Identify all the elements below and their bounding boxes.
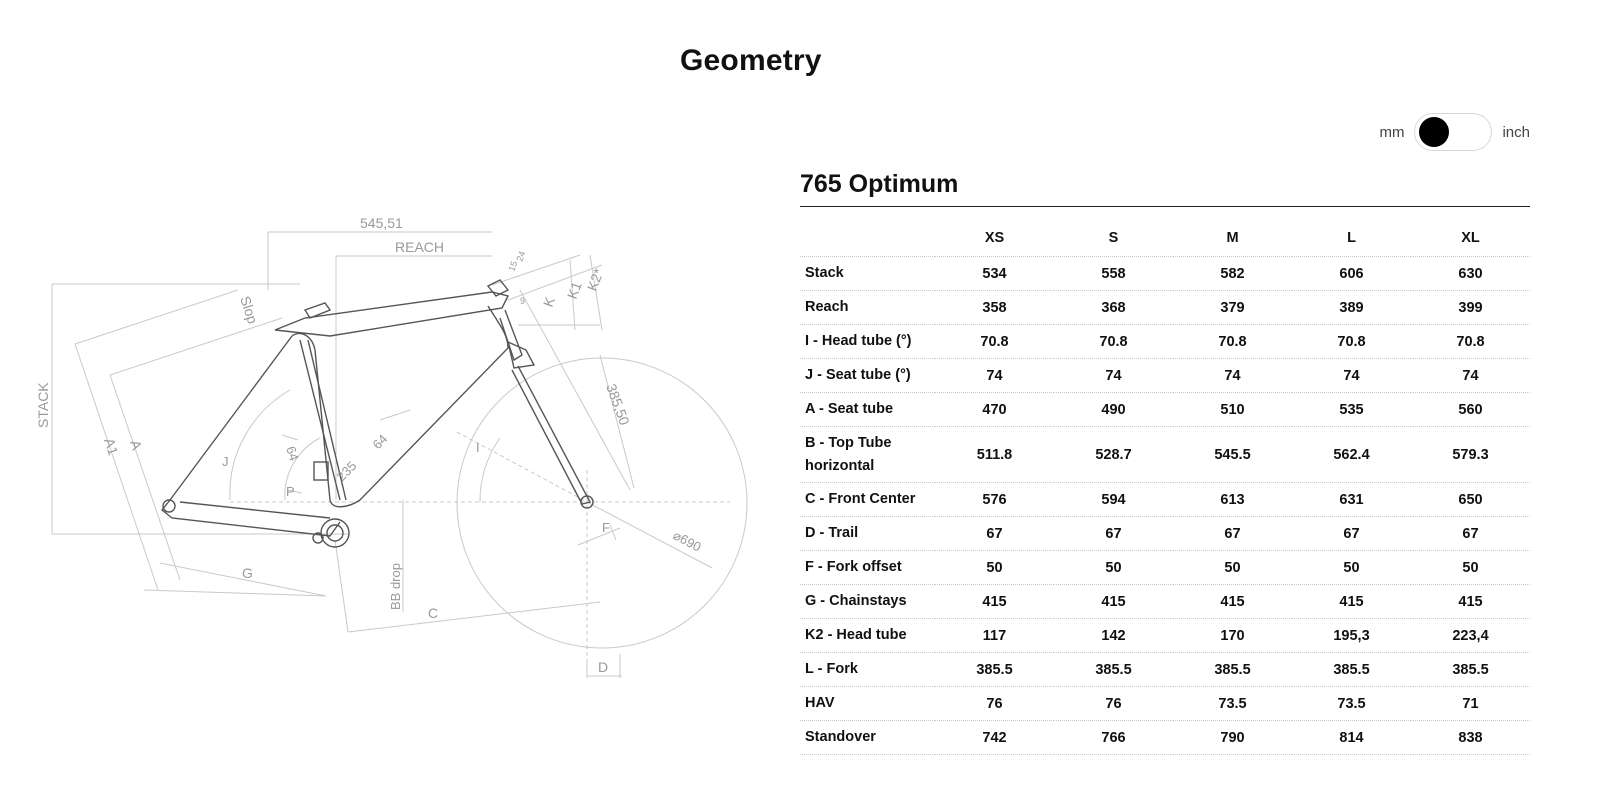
table-cell: 562.4 <box>1292 427 1411 483</box>
label-f: F <box>602 520 610 535</box>
label-a1: A1 <box>101 435 122 458</box>
label-d: D <box>598 659 609 675</box>
size-header-xs: XS <box>935 220 1054 257</box>
label-k2: K2* <box>583 266 607 294</box>
model-title-divider <box>800 206 1530 207</box>
header-empty-cell <box>800 220 935 257</box>
table-cell: 510 <box>1173 393 1292 427</box>
table-cell: 358 <box>935 291 1054 325</box>
table-cell: 650 <box>1411 483 1530 517</box>
label-g: G <box>242 565 253 581</box>
table-cell: 511.8 <box>935 427 1054 483</box>
table-cell: 415 <box>1292 585 1411 619</box>
unit-switch[interactable] <box>1414 113 1492 151</box>
row-label: Standover <box>800 721 935 755</box>
table-cell: 560 <box>1411 393 1530 427</box>
table-cell: 223,4 <box>1411 619 1530 653</box>
size-header-l: L <box>1292 220 1411 257</box>
row-label: B - Top Tube horizontal <box>800 427 935 483</box>
row-label: Reach <box>800 291 935 325</box>
table-cell: 50 <box>1173 551 1292 585</box>
row-label: C - Front Center <box>800 483 935 517</box>
table-row <box>800 257 1530 291</box>
label-j: J <box>222 454 229 469</box>
table-cell: 528.7 <box>1054 427 1173 483</box>
table-row <box>800 585 1530 619</box>
label-dim-64b: 64 <box>369 431 391 453</box>
table-row <box>800 619 1530 653</box>
label-k1: K1 <box>563 279 585 302</box>
table-cell: 385.5 <box>1173 653 1292 687</box>
unit-switch-knob[interactable] <box>1419 117 1449 147</box>
size-header-row <box>800 220 1530 257</box>
table-row <box>800 721 1530 755</box>
table-cell: 594 <box>1054 483 1173 517</box>
table-cell: 490 <box>1054 393 1173 427</box>
row-label: Stack <box>800 257 935 291</box>
label-dim-235: 235 <box>333 458 360 485</box>
table-cell: 389 <box>1292 291 1411 325</box>
label-bb-drop: BB drop <box>388 563 403 610</box>
table-cell: 838 <box>1411 721 1530 755</box>
table-cell: 67 <box>1292 517 1411 551</box>
table-cell: 790 <box>1173 721 1292 755</box>
label-s15: 15 <box>506 259 520 273</box>
table-cell: 67 <box>1054 517 1173 551</box>
row-label: A - Seat tube <box>800 393 935 427</box>
table-cell: 582 <box>1173 257 1292 291</box>
table-row <box>800 393 1530 427</box>
table-cell: 576 <box>935 483 1054 517</box>
front-wheel-circle <box>457 358 747 648</box>
label-s9: 9 <box>520 296 526 306</box>
label-fork-dim: 385,50 <box>603 381 633 428</box>
table-cell: 50 <box>935 551 1054 585</box>
table-cell: 385.5 <box>935 653 1054 687</box>
table-cell: 74 <box>1054 359 1173 393</box>
table-cell: 535 <box>1292 393 1411 427</box>
row-label: I - Head tube (°) <box>800 325 935 359</box>
row-label: L - Fork <box>800 653 935 687</box>
table-cell: 74 <box>1411 359 1530 393</box>
label-wheel: ⌀690 <box>670 527 704 555</box>
table-cell: 385.5 <box>1054 653 1173 687</box>
table-cell: 470 <box>935 393 1054 427</box>
table-cell: 579.3 <box>1411 427 1530 483</box>
unit-mm-label[interactable]: mm <box>1379 123 1405 141</box>
label-top-tube-dim: 545,51 <box>360 215 403 231</box>
table-row <box>800 551 1530 585</box>
table-cell: 70.8 <box>1173 325 1292 359</box>
row-label: G - Chainstays <box>800 585 935 619</box>
table-cell: 415 <box>935 585 1054 619</box>
bike-frame-outline <box>162 280 593 547</box>
table-row <box>800 483 1530 517</box>
label-slop: Slop <box>237 293 262 326</box>
table-cell: 195,3 <box>1292 619 1411 653</box>
unit-inch-label[interactable]: inch <box>1502 123 1530 141</box>
table-cell: 814 <box>1292 721 1411 755</box>
table-cell: 67 <box>1411 517 1530 551</box>
table-cell: 70.8 <box>935 325 1054 359</box>
table-cell: 415 <box>1411 585 1530 619</box>
table-cell: 606 <box>1292 257 1411 291</box>
table-cell: 73.5 <box>1292 687 1411 721</box>
table-row <box>800 427 1530 483</box>
label-c: C <box>428 605 439 621</box>
size-header-m: M <box>1173 220 1292 257</box>
table-cell: 74 <box>1173 359 1292 393</box>
label-k: K <box>539 294 559 310</box>
label-reach: REACH <box>395 239 445 255</box>
table-row <box>800 291 1530 325</box>
table-cell: 368 <box>1054 291 1173 325</box>
model-title: 765 Optimum <box>800 170 959 198</box>
table-cell: 545.5 <box>1173 427 1292 483</box>
label-p: P <box>286 484 295 499</box>
table-cell: 76 <box>1054 687 1173 721</box>
table-cell: 630 <box>1411 257 1530 291</box>
table-cell: 631 <box>1292 483 1411 517</box>
label-s24: 24 <box>514 249 528 263</box>
table-cell: 399 <box>1411 291 1530 325</box>
table-cell: 70.8 <box>1054 325 1173 359</box>
table-cell: 67 <box>1173 517 1292 551</box>
page-title: Geometry <box>680 44 822 77</box>
table-row <box>800 687 1530 721</box>
table-row <box>800 325 1530 359</box>
table-cell: 766 <box>1054 721 1173 755</box>
table-cell: 415 <box>1054 585 1173 619</box>
label-a: A <box>127 437 146 452</box>
table-cell: 558 <box>1054 257 1173 291</box>
label-stack: STACK <box>35 382 51 428</box>
table-cell: 74 <box>1292 359 1411 393</box>
table-cell: 613 <box>1173 483 1292 517</box>
table-cell: 742 <box>935 721 1054 755</box>
table-cell: 73.5 <box>1173 687 1292 721</box>
table-cell: 415 <box>1173 585 1292 619</box>
table-cell: 385.5 <box>1411 653 1530 687</box>
size-header-xl: XL <box>1411 220 1530 257</box>
table-row <box>800 359 1530 393</box>
row-label: J - Seat tube (°) <box>800 359 935 393</box>
table-cell: 142 <box>1054 619 1173 653</box>
table-cell: 170 <box>1173 619 1292 653</box>
table-cell: 74 <box>935 359 1054 393</box>
row-label: D - Trail <box>800 517 935 551</box>
table-cell: 70.8 <box>1411 325 1530 359</box>
label-dim-64a: 64 <box>283 444 302 463</box>
table-cell: 76 <box>935 687 1054 721</box>
geometry-table <box>800 220 1530 755</box>
table-cell: 379 <box>1173 291 1292 325</box>
table-cell: 50 <box>1054 551 1173 585</box>
table-cell: 71 <box>1411 687 1530 721</box>
row-label: HAV <box>800 687 935 721</box>
row-label: K2 - Head tube <box>800 619 935 653</box>
table-cell: 70.8 <box>1292 325 1411 359</box>
label-i: I <box>476 440 480 455</box>
table-row <box>800 517 1530 551</box>
table-cell: 117 <box>935 619 1054 653</box>
table-cell: 50 <box>1411 551 1530 585</box>
frame-geometry-diagram <box>30 200 760 710</box>
row-label: F - Fork offset <box>800 551 935 585</box>
table-cell: 50 <box>1292 551 1411 585</box>
table-row <box>800 653 1530 687</box>
table-cell: 67 <box>935 517 1054 551</box>
table-cell: 385.5 <box>1292 653 1411 687</box>
table-cell: 534 <box>935 257 1054 291</box>
unit-toggle <box>1379 112 1530 152</box>
size-header-s: S <box>1054 220 1173 257</box>
